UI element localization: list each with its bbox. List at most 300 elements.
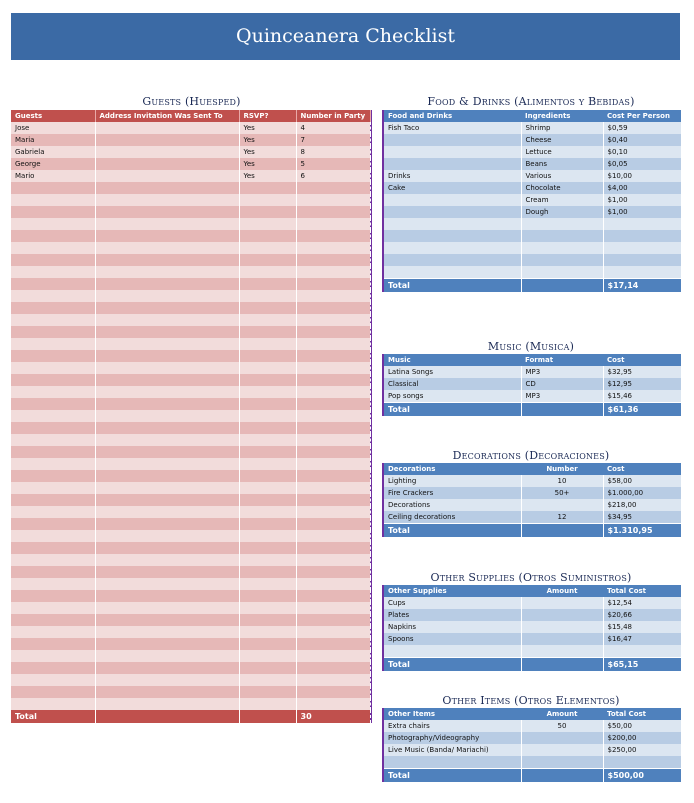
guests-cell[interactable]: [95, 278, 239, 290]
items-cell[interactable]: [521, 744, 603, 756]
supplies-cell[interactable]: [521, 621, 603, 633]
guests-cell[interactable]: [95, 674, 239, 686]
supplies-cell[interactable]: [521, 645, 603, 658]
guests-cell[interactable]: [239, 494, 296, 506]
decorations-cell[interactable]: [521, 499, 603, 511]
guests-cell[interactable]: [11, 446, 95, 458]
guests-cell[interactable]: [239, 314, 296, 326]
guests-cell[interactable]: [239, 182, 296, 194]
supplies-cell[interactable]: $16,47: [603, 633, 681, 645]
decorations-col-header: Cost: [603, 463, 681, 475]
guests-cell[interactable]: [296, 650, 370, 662]
food-cell[interactable]: Chocolate: [521, 182, 603, 194]
guests-cell[interactable]: [296, 218, 370, 230]
guests-cell[interactable]: [296, 674, 370, 686]
guests-cell[interactable]: [95, 554, 239, 566]
guests-cell[interactable]: [239, 698, 296, 710]
music-cell[interactable]: Classical: [383, 378, 521, 390]
guests-cell[interactable]: Maria: [11, 134, 95, 146]
food-cell[interactable]: Drinks: [383, 170, 521, 182]
food-cell[interactable]: [521, 242, 603, 254]
guests-cell[interactable]: [296, 206, 370, 218]
guests-cell[interactable]: [296, 290, 370, 302]
decorations-cell[interactable]: $58,00: [603, 475, 681, 487]
guests-cell[interactable]: [296, 590, 370, 602]
guests-cell[interactable]: [11, 590, 95, 602]
guests-cell[interactable]: [296, 638, 370, 650]
food-cell[interactable]: Cream: [521, 194, 603, 206]
guests-cell[interactable]: [296, 446, 370, 458]
guests-cell[interactable]: [11, 542, 95, 554]
guests-cell[interactable]: Jose: [11, 122, 95, 134]
guests-cell[interactable]: 5: [296, 158, 370, 170]
guests-cell[interactable]: [239, 266, 296, 278]
guests-cell[interactable]: [11, 626, 95, 638]
guests-empty-row: [11, 446, 370, 458]
items-cell[interactable]: Extra chairs: [383, 720, 521, 732]
guests-cell[interactable]: [11, 506, 95, 518]
items-cell[interactable]: Live Music (Banda/ Mariachi): [383, 744, 521, 756]
guests-cell[interactable]: [95, 518, 239, 530]
guests-cell[interactable]: [296, 530, 370, 542]
guests-cell[interactable]: [95, 482, 239, 494]
guests-cell[interactable]: [95, 542, 239, 554]
guests-cell[interactable]: [296, 602, 370, 614]
food-cell[interactable]: [521, 218, 603, 230]
food-cell[interactable]: [383, 158, 521, 170]
supplies-cell[interactable]: [383, 645, 521, 658]
guests-cell[interactable]: [296, 554, 370, 566]
decorations-cell[interactable]: $218,00: [603, 499, 681, 511]
decorations-cell[interactable]: Ceiling decorations: [383, 511, 521, 524]
guests-cell[interactable]: [95, 386, 239, 398]
guests-cell[interactable]: [296, 626, 370, 638]
guests-cell[interactable]: [239, 338, 296, 350]
guests-cell[interactable]: [296, 614, 370, 626]
guests-cell[interactable]: [239, 458, 296, 470]
supplies-cell[interactable]: Spoons: [383, 633, 521, 645]
guests-cell[interactable]: [11, 386, 95, 398]
guests-cell[interactable]: [239, 446, 296, 458]
guests-cell[interactable]: [296, 482, 370, 494]
guests-cell[interactable]: [95, 254, 239, 266]
guests-cell[interactable]: [95, 410, 239, 422]
food-cell[interactable]: [383, 146, 521, 158]
guests-cell[interactable]: [239, 230, 296, 242]
guests-cell[interactable]: 6: [296, 170, 370, 182]
guests-cell[interactable]: [239, 662, 296, 674]
food-empty-row: [383, 218, 681, 230]
guests-cell[interactable]: [11, 422, 95, 434]
food-cell[interactable]: $1,00: [603, 206, 681, 218]
guests-cell[interactable]: [296, 686, 370, 698]
guests-cell[interactable]: [11, 602, 95, 614]
guests-cell[interactable]: [239, 326, 296, 338]
guests-cell[interactable]: [11, 266, 95, 278]
music-cell[interactable]: MP3: [521, 390, 603, 403]
food-cell[interactable]: [383, 242, 521, 254]
guests-cell[interactable]: [11, 698, 95, 710]
guests-cell[interactable]: [296, 314, 370, 326]
decorations-cell[interactable]: Lighting: [383, 475, 521, 487]
decorations-row: [383, 499, 681, 511]
food-cell[interactable]: $0,59: [603, 122, 681, 134]
food-cell[interactable]: [383, 206, 521, 218]
guests-cell[interactable]: [11, 470, 95, 482]
guests-cell[interactable]: [239, 242, 296, 254]
guests-cell[interactable]: [95, 662, 239, 674]
food-cell[interactable]: [603, 266, 681, 279]
guests-cell[interactable]: [296, 374, 370, 386]
supplies-cell[interactable]: Napkins: [383, 621, 521, 633]
guests-cell[interactable]: [11, 194, 95, 206]
guests-cell[interactable]: [11, 254, 95, 266]
guests-cell[interactable]: Mario: [11, 170, 95, 182]
guests-cell[interactable]: [296, 506, 370, 518]
food-cell[interactable]: [383, 134, 521, 146]
guests-cell[interactable]: Yes: [239, 146, 296, 158]
guests-cell[interactable]: [239, 470, 296, 482]
guests-cell[interactable]: [11, 410, 95, 422]
guests-cell[interactable]: [296, 302, 370, 314]
guests-cell[interactable]: [11, 638, 95, 650]
guests-cell[interactable]: [95, 134, 239, 146]
items-cell[interactable]: [521, 732, 603, 744]
food-cell[interactable]: Beans: [521, 158, 603, 170]
food-cell[interactable]: [383, 254, 521, 266]
food-cell[interactable]: [603, 218, 681, 230]
guests-cell[interactable]: [296, 698, 370, 710]
guests-cell[interactable]: [239, 278, 296, 290]
guests-cell[interactable]: [239, 542, 296, 554]
guests-cell[interactable]: [95, 602, 239, 614]
guests-cell[interactable]: [296, 254, 370, 266]
guests-cell[interactable]: [296, 230, 370, 242]
guests-cell[interactable]: [296, 578, 370, 590]
food-cell[interactable]: $10,00: [603, 170, 681, 182]
guests-cell[interactable]: [95, 626, 239, 638]
guests-cell[interactable]: [95, 338, 239, 350]
guests-cell[interactable]: [11, 686, 95, 698]
guests-cell[interactable]: [95, 578, 239, 590]
music-cell[interactable]: $32,95: [603, 366, 681, 378]
guests-cell[interactable]: [239, 590, 296, 602]
guests-cell[interactable]: [239, 350, 296, 362]
guests-cell[interactable]: [11, 278, 95, 290]
guests-cell[interactable]: [95, 302, 239, 314]
supplies-cell[interactable]: Cups: [383, 597, 521, 609]
guests-cell[interactable]: [239, 530, 296, 542]
guests-cell[interactable]: [11, 398, 95, 410]
supplies-cell[interactable]: $12,54: [603, 597, 681, 609]
guests-total-row: [11, 710, 370, 723]
food-cell[interactable]: Various: [521, 170, 603, 182]
guests-empty-row: [11, 182, 370, 194]
guests-cell[interactable]: [95, 314, 239, 326]
supplies-cell[interactable]: $15,48: [603, 621, 681, 633]
guests-cell[interactable]: [296, 494, 370, 506]
guests-cell[interactable]: [95, 446, 239, 458]
guests-cell[interactable]: [296, 410, 370, 422]
guests-cell[interactable]: [239, 566, 296, 578]
items-cell[interactable]: Photography/Videography: [383, 732, 521, 744]
guests-cell[interactable]: [11, 674, 95, 686]
music-cell[interactable]: Pop songs: [383, 390, 521, 403]
supplies-cell[interactable]: $20,66: [603, 609, 681, 621]
food-cell[interactable]: [521, 254, 603, 266]
food-cell[interactable]: [603, 230, 681, 242]
guests-cell[interactable]: [239, 386, 296, 398]
guests-cell[interactable]: [11, 650, 95, 662]
items-cell[interactable]: [521, 756, 603, 769]
decorations-cell[interactable]: 50+: [521, 487, 603, 499]
guests-cell[interactable]: [95, 146, 239, 158]
food-cell[interactable]: $1,00: [603, 194, 681, 206]
guests-cell[interactable]: Yes: [239, 170, 296, 182]
guests-cell[interactable]: [95, 122, 239, 134]
guests-cell[interactable]: [11, 374, 95, 386]
guests-cell[interactable]: [95, 362, 239, 374]
guests-cell[interactable]: [95, 290, 239, 302]
guests-cell[interactable]: [239, 206, 296, 218]
guests-cell[interactable]: [11, 554, 95, 566]
guests-cell[interactable]: 8: [296, 146, 370, 158]
decorations-cell[interactable]: Fire Crackers: [383, 487, 521, 499]
guests-cell[interactable]: [95, 638, 239, 650]
guests-cell[interactable]: [11, 350, 95, 362]
food-cell[interactable]: Cake: [383, 182, 521, 194]
guests-cell[interactable]: [95, 566, 239, 578]
guests-empty-row: [11, 278, 370, 290]
guests-cell[interactable]: [95, 218, 239, 230]
guests-cell[interactable]: [11, 314, 95, 326]
music-title: Music (Musica): [487, 340, 575, 353]
decorations-cell[interactable]: 12: [521, 511, 603, 524]
guests-cell[interactable]: [95, 158, 239, 170]
guests-cell[interactable]: [239, 194, 296, 206]
guests-cell[interactable]: [95, 242, 239, 254]
food-header-row: [383, 110, 681, 122]
guests-cell[interactable]: [239, 254, 296, 266]
food-cell[interactable]: [383, 194, 521, 206]
food-cell[interactable]: $0,05: [603, 158, 681, 170]
music-cell[interactable]: $15,46: [603, 390, 681, 403]
guests-cell[interactable]: [296, 278, 370, 290]
guests-cell[interactable]: [95, 206, 239, 218]
guests-cell[interactable]: [11, 338, 95, 350]
guests-cell[interactable]: [11, 662, 95, 674]
guests-cell[interactable]: [296, 434, 370, 446]
food-cell[interactable]: [383, 266, 521, 279]
guests-cell[interactable]: [239, 614, 296, 626]
guests-cell[interactable]: [296, 338, 370, 350]
guests-cell[interactable]: [296, 386, 370, 398]
guests-cell[interactable]: [239, 518, 296, 530]
guests-cell[interactable]: [11, 218, 95, 230]
food-cell[interactable]: Fish Taco: [383, 122, 521, 134]
guests-cell[interactable]: [239, 218, 296, 230]
music-cell[interactable]: Latina Songs: [383, 366, 521, 378]
guests-cell[interactable]: George: [11, 158, 95, 170]
food-cell[interactable]: $0,40: [603, 134, 681, 146]
food-empty-row: [383, 254, 681, 266]
guests-cell[interactable]: [239, 302, 296, 314]
items-cell[interactable]: $50,00: [603, 720, 681, 732]
supplies-cell[interactable]: [521, 609, 603, 621]
guests-cell[interactable]: [239, 434, 296, 446]
items-cell[interactable]: $200,00: [603, 732, 681, 744]
supplies-cell[interactable]: [603, 645, 681, 658]
guests-cell[interactable]: [11, 566, 95, 578]
food-cell[interactable]: [521, 266, 603, 279]
food-cell[interactable]: Cheese: [521, 134, 603, 146]
decorations-cell[interactable]: 10: [521, 475, 603, 487]
guests-cell[interactable]: [11, 362, 95, 374]
guests-cell[interactable]: [296, 242, 370, 254]
guests-cell[interactable]: [95, 230, 239, 242]
guests-cell[interactable]: [95, 590, 239, 602]
food-cell[interactable]: Dough: [521, 206, 603, 218]
decorations-cell[interactable]: $34,95: [603, 511, 681, 524]
guests-cell[interactable]: [296, 398, 370, 410]
guests-cell[interactable]: [95, 350, 239, 362]
food-cell[interactable]: [521, 230, 603, 242]
guests-cell[interactable]: 4: [296, 122, 370, 134]
guests-cell[interactable]: Yes: [239, 122, 296, 134]
guests-cell[interactable]: [296, 350, 370, 362]
guests-cell[interactable]: [95, 650, 239, 662]
food-cell[interactable]: $4,00: [603, 182, 681, 194]
guests-cell[interactable]: [95, 506, 239, 518]
guests-cell[interactable]: [239, 374, 296, 386]
supplies-cell[interactable]: Plates: [383, 609, 521, 621]
supplies-total-label: Total: [383, 658, 521, 672]
guests-cell[interactable]: [95, 398, 239, 410]
decorations-cell[interactable]: Decorations: [383, 499, 521, 511]
guests-cell[interactable]: [296, 458, 370, 470]
guests-cell[interactable]: [11, 326, 95, 338]
guests-cell[interactable]: [296, 326, 370, 338]
guests-cell[interactable]: [239, 410, 296, 422]
food-cell[interactable]: Shrimp: [521, 122, 603, 134]
guests-cell[interactable]: [11, 518, 95, 530]
guests-cell[interactable]: Yes: [239, 158, 296, 170]
guests-cell[interactable]: [296, 518, 370, 530]
music-total-value: $61,36: [603, 403, 681, 417]
music-cell[interactable]: $12,95: [603, 378, 681, 390]
guests-cell[interactable]: [239, 422, 296, 434]
supplies-row: [383, 633, 681, 645]
guests-cell[interactable]: [95, 470, 239, 482]
food-cell[interactable]: $0,10: [603, 146, 681, 158]
guests-cell[interactable]: [239, 650, 296, 662]
guests-cell[interactable]: [11, 206, 95, 218]
guests-cell[interactable]: [95, 422, 239, 434]
decorations-cell[interactable]: $1.000,00: [603, 487, 681, 499]
guests-cell[interactable]: [95, 698, 239, 710]
items-cell[interactable]: [383, 756, 521, 769]
items-row: [383, 744, 681, 756]
guests-cell[interactable]: [11, 578, 95, 590]
food-cell[interactable]: [383, 230, 521, 242]
guests-cell[interactable]: [11, 458, 95, 470]
guests-cell[interactable]: [11, 530, 95, 542]
guests-cell[interactable]: [239, 602, 296, 614]
guests-cell[interactable]: [239, 674, 296, 686]
guests-cell[interactable]: [296, 566, 370, 578]
guests-cell[interactable]: [11, 290, 95, 302]
guests-cell[interactable]: [95, 170, 239, 182]
food-cell[interactable]: Lettuce: [521, 146, 603, 158]
guests-cell[interactable]: [239, 578, 296, 590]
guests-cell[interactable]: [296, 266, 370, 278]
guests-cell[interactable]: [239, 638, 296, 650]
guests-cell[interactable]: [296, 470, 370, 482]
guests-cell[interactable]: [296, 194, 370, 206]
guests-cell[interactable]: [296, 662, 370, 674]
guests-cell[interactable]: Yes: [239, 134, 296, 146]
supplies-cell[interactable]: [521, 597, 603, 609]
guests-cell[interactable]: [239, 290, 296, 302]
guests-cell[interactable]: [239, 686, 296, 698]
guests-cell[interactable]: [239, 398, 296, 410]
guests-cell[interactable]: [95, 494, 239, 506]
guests-cell[interactable]: [95, 182, 239, 194]
music-cell[interactable]: CD: [521, 378, 603, 390]
guests-cell[interactable]: 7: [296, 134, 370, 146]
guests-cell[interactable]: [296, 182, 370, 194]
items-cell[interactable]: $250,00: [603, 744, 681, 756]
guests-cell[interactable]: [239, 626, 296, 638]
guests-cell[interactable]: [95, 434, 239, 446]
guests-cell[interactable]: [239, 362, 296, 374]
guests-cell[interactable]: [11, 482, 95, 494]
guests-cell[interactable]: [296, 422, 370, 434]
guests-cell[interactable]: [239, 482, 296, 494]
guests-cell[interactable]: [11, 182, 95, 194]
guests-cell[interactable]: [95, 194, 239, 206]
guests-cell[interactable]: [95, 326, 239, 338]
guests-cell[interactable]: Gabriela: [11, 146, 95, 158]
guests-cell[interactable]: [11, 494, 95, 506]
guests-cell[interactable]: [239, 506, 296, 518]
guests-cell[interactable]: [95, 530, 239, 542]
food-cell[interactable]: [603, 254, 681, 266]
guests-cell[interactable]: [95, 686, 239, 698]
guests-cell[interactable]: [296, 362, 370, 374]
food-cell[interactable]: [383, 218, 521, 230]
music-cell[interactable]: MP3: [521, 366, 603, 378]
guests-cell[interactable]: [11, 614, 95, 626]
guests-col-header: Number in Party: [296, 110, 370, 122]
food-body: [383, 122, 681, 292]
items-cell[interactable]: [603, 756, 681, 769]
guests-cell[interactable]: [95, 614, 239, 626]
guests-cell[interactable]: [296, 542, 370, 554]
items-cell[interactable]: 50: [521, 720, 603, 732]
guests-cell[interactable]: [95, 266, 239, 278]
guests-cell[interactable]: [11, 302, 95, 314]
guests-cell[interactable]: [11, 242, 95, 254]
guests-cell[interactable]: [11, 434, 95, 446]
guests-cell[interactable]: [95, 374, 239, 386]
food-cell[interactable]: [603, 242, 681, 254]
guests-cell[interactable]: [11, 230, 95, 242]
guests-cell[interactable]: [239, 554, 296, 566]
food-row: [383, 158, 681, 170]
supplies-cell[interactable]: [521, 633, 603, 645]
guests-cell[interactable]: [95, 458, 239, 470]
